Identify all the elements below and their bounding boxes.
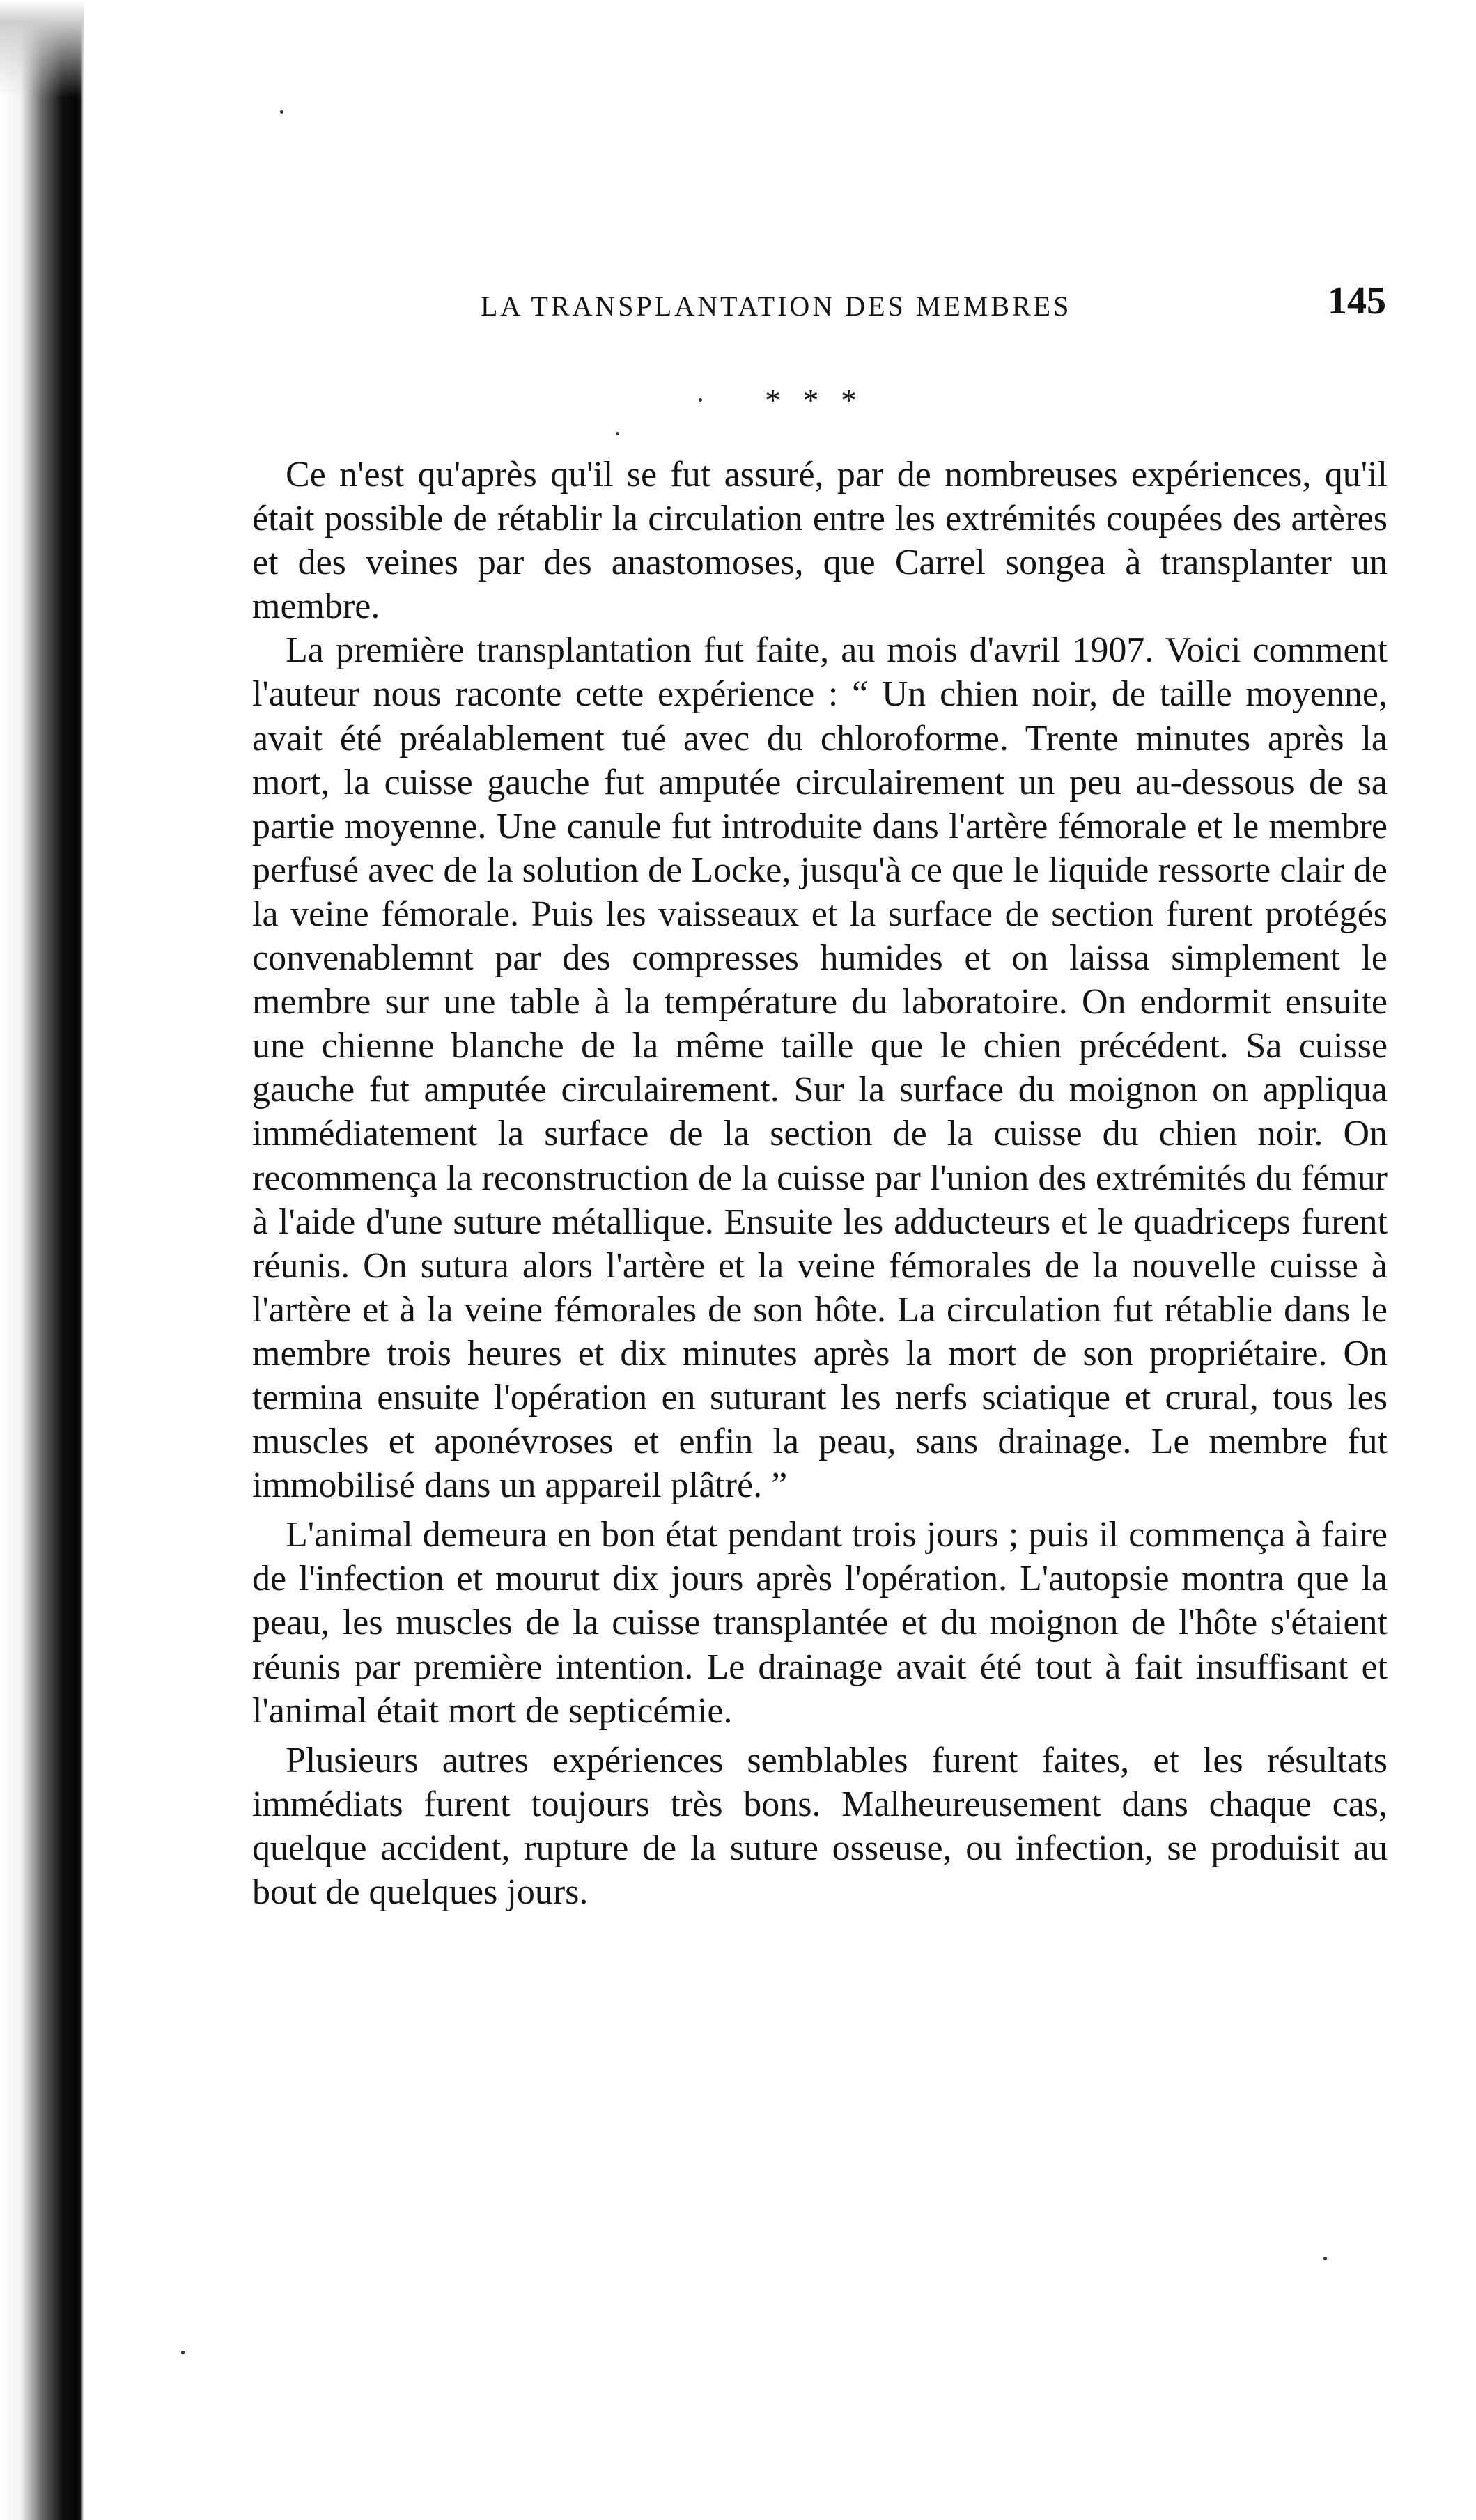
body-text bbox=[252, 453, 1388, 1914]
binding-shadow bbox=[0, 0, 84, 98]
running-title: LA TRANSPLANTATION DES MEMBRES bbox=[481, 290, 1072, 322]
paragraph: L'animal demeura en bon état pendant trois jours ; puis il commença à faire de l'infection et mourut dix jours après l'opération. L'autopsie montra que la peau, les muscles de la cuisse transplantée et du moignon de l'hôte s'étaient réunis par première intention. Le drainage avait été tout à fait insuffisant et l'animal était mort de septicémie. bbox=[252, 1515, 1388, 1731]
page-number: 145 bbox=[1328, 279, 1386, 322]
paragraph: Ce n'est qu'après qu'il se fut assuré, par de nombreuses expériences, qu'il était possible de rétablir la circulation entre les extrémités coupées des artères et des veines par des anastomoses, que Carrel songea à transplanter un membre. bbox=[252, 455, 1388, 627]
paragraph: Plusieurs autres expériences semblables furent faites, et les résultats immédiats furent toujours très bons. Malheureusement dans chaque cas, quelque accident, rupture de la suture osseuse, ou infection, se produisit au bout de quelques jours. bbox=[252, 1740, 1388, 1912]
scan-speck bbox=[181, 2351, 185, 2354]
scan-speck bbox=[699, 398, 702, 402]
scan-speck bbox=[1323, 2257, 1327, 2260]
paragraph: La première transplantation fut faite, au mois d'avril 1907. Voici comment l'auteur nous raconte cette expérience : “ Un chien noir, de taille moyenne, avait été préalablement tué avec du chloroforme. Trente minutes après la mort, la cuisse gauche fut amputée circulairement un peu au-dessous de sa partie moyenne. Une canule fut introduite dans l'artère fémorale et le membre perfusé avec de la solution de Locke, jusqu'à ce que le liquide ressorte clair de la veine fémorale. Puis les vaisseaux et la surface de section furent protégés convenablemnt par des compresses humides et on laissa simplement le membre sur une table à la température du laboratoire. On endormit ensuite une chienne blanche de la même taille que le chien précédent. Sa cuisse gauche fut amputée circulairement. Sur la surface du moignon on appliqua immédiatement la surface de la section de la cuisse du chien noir. On recommença la reconstruction de la cuisse par l'union des extrémités du fémur à l'aide d'une suture métallique. Ensuite les adducteurs et le quadriceps furent réunis. On sutura alors l'artère et la veine fémorales de la nouvelle cuisse à l'artère et à la veine fémorales de son hôte. La circulation fut rétablie dans le membre trois heures et dix minutes après la mort de son propriétaire. On termina ensuite l'opération en suturant les nerfs sciatique et crural, tous les muscles et aponévroses et enfin la peau, sans drainage. Le membre fut immobilisé dans un appareil plâtré. ” bbox=[252, 630, 1388, 1506]
scan-speck bbox=[280, 110, 283, 114]
binding-edge bbox=[0, 0, 84, 2520]
section-asterism: * * * bbox=[765, 382, 864, 418]
page-header bbox=[481, 279, 1386, 341]
scan-speck bbox=[616, 432, 619, 435]
